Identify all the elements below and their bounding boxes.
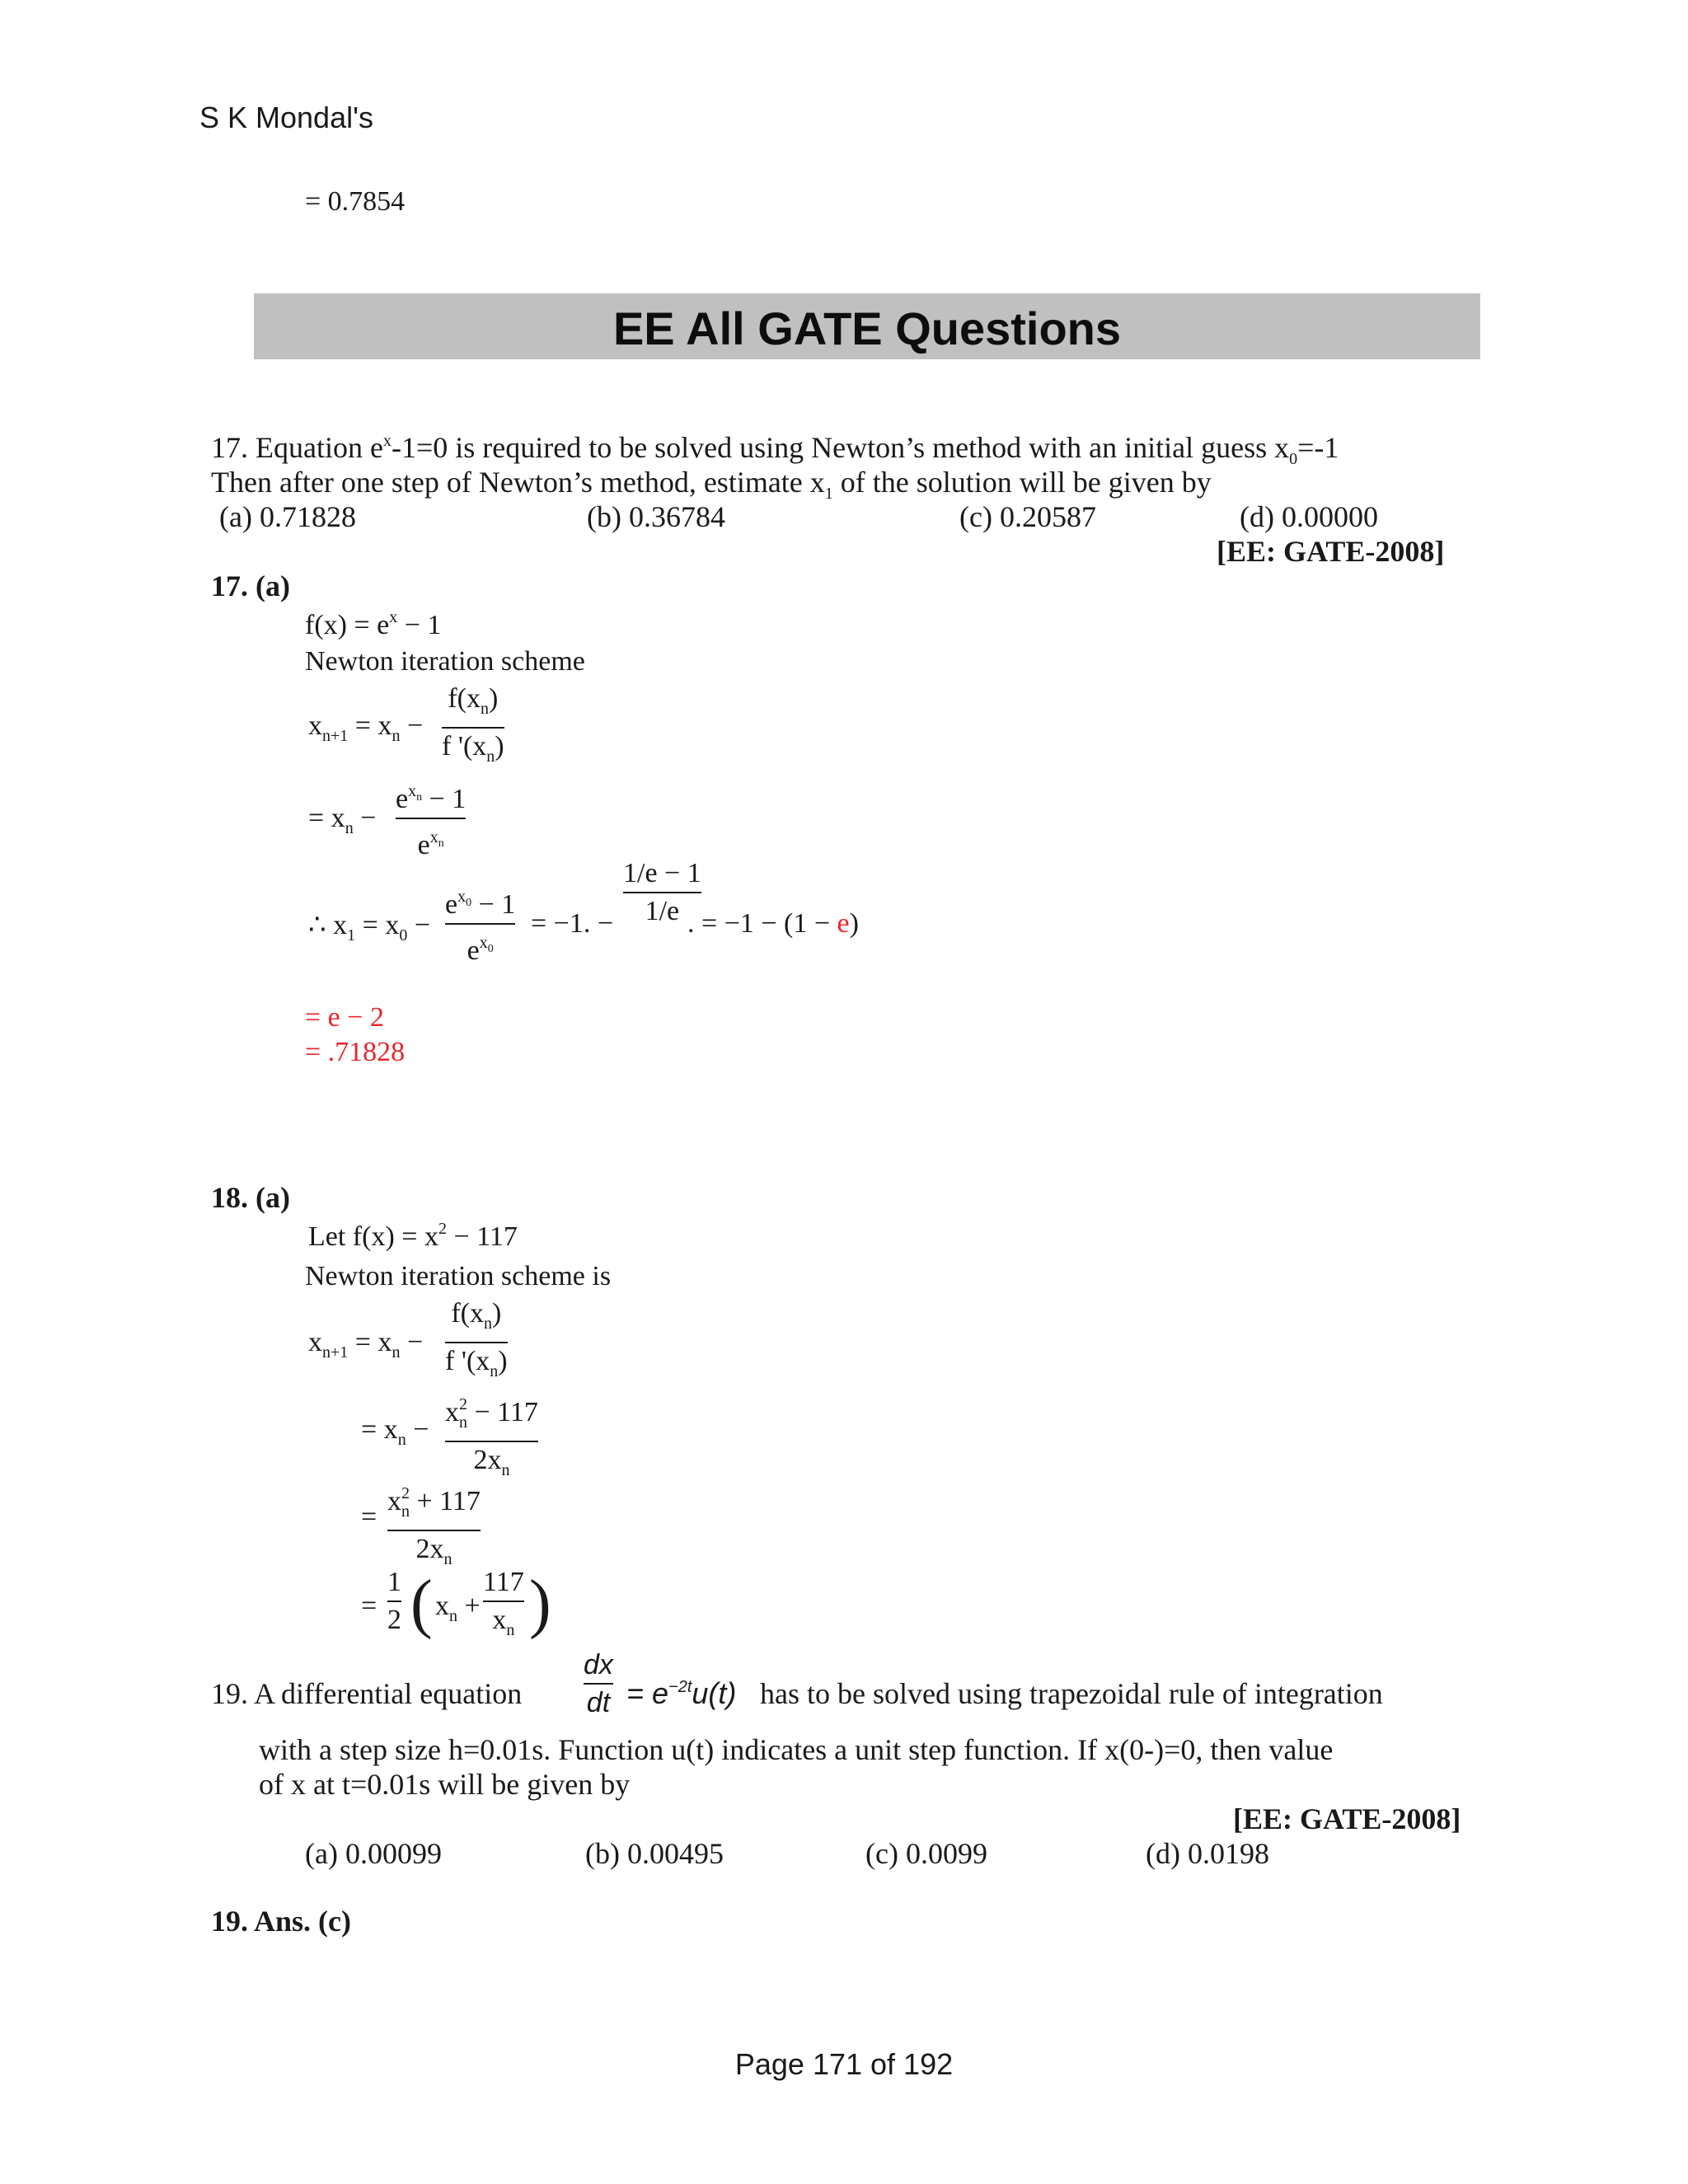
page-header: S K Mondal's: [199, 101, 373, 134]
question-19-line-2: with a step size h=0.01s. Function u(t) indicates a unit step function. If x(0-)=0, then value: [259, 1733, 1334, 1766]
question-17-line-1: 17. Equation $e^x-1=0$ is required to be solved using Newton’s method with an initial guess $x_0=-1$: [211, 431, 1339, 468]
option-19-c: (c) 0.0099: [865, 1837, 987, 1870]
step-18-2-lhs: = $x_n$ −: [361, 1414, 429, 1449]
equation-rhs: = $e^{-2t}u(t)$: [626, 1676, 737, 1710]
question-19-line-3: of x at t=0.01s will be given by: [259, 1768, 631, 1801]
option-b: (b) 0.36784: [587, 500, 725, 533]
step-2-fraction: $e^{x_n} - 1$ $e^{x_n}$: [396, 782, 467, 860]
step-3-fraction-2: 1/e − 1 1/e: [623, 858, 701, 926]
option-19-d: (d) 0.0198: [1146, 1837, 1269, 1870]
answer-17-heading: 17. (a): [211, 569, 290, 602]
option-d: (d) 0.00000: [1240, 500, 1378, 533]
option-a: (a) 0.71828: [219, 500, 356, 533]
newton-formula-fraction: $f(x_n)$ f '$(x_n)$: [442, 683, 504, 766]
newton-formula-18-lhs: $x_{n+1} = x_n$ −: [308, 1327, 424, 1361]
step-3-fraction-1: $e^{x_0} - 1$ $e^{x_0}$: [445, 888, 516, 966]
question-19-lead: 19. A differential equation: [211, 1677, 523, 1710]
scheme-label-18: Newton iteration scheme is: [305, 1261, 612, 1291]
option-19-b: (b) 0.00495: [585, 1837, 724, 1870]
page-number: Page 171 of 192: [734, 2047, 954, 2081]
step-18-4-fraction: 117 $x_n$: [483, 1567, 524, 1639]
scheme-label: Newton iteration scheme: [305, 646, 585, 677]
previous-result: = 0.7854: [305, 186, 406, 217]
result-line-2: = .71828: [305, 1037, 406, 1067]
step-18-3-fraction: $x^2_n + 117$ $2x_n$: [387, 1484, 481, 1568]
section-banner: [254, 293, 1480, 359]
dxdt-fraction: dx dt: [584, 1649, 613, 1718]
answer-18-heading: 18. (a): [211, 1181, 290, 1214]
step-3-lhs: ∴ $x_1 = x_0$ −: [308, 910, 431, 944]
step-18-4-xn: $x_n$ +: [435, 1591, 481, 1625]
newton-formula-lhs: $x_{n+1} = x_n$ −: [308, 710, 424, 745]
step-18-4-half: 1 2: [387, 1567, 401, 1635]
newton-formula-18-fraction: $f(x_n)$ f '$(x_n)$: [445, 1298, 508, 1380]
step-18-3-lhs: =: [361, 1502, 377, 1532]
function-definition: $f(x) = e^x - 1$: [305, 608, 442, 640]
answer-19: 19. Ans. (c): [211, 1905, 351, 1938]
step-3-middle: = −1. −: [531, 908, 614, 939]
exam-tag: [EE: GATE-2008]: [1217, 535, 1445, 568]
section-title: EE All GATE Questions: [612, 302, 1122, 354]
step-18-2-fraction: $x^2_n - 117$ $2x_n$: [445, 1395, 538, 1479]
function-definition-18: Let $f(x) = x^2 - 117$: [308, 1220, 518, 1252]
step-3-tail: . = −1 − (1 − e): [687, 908, 859, 939]
paren-open: (: [410, 1568, 433, 1640]
paren-close: ): [529, 1568, 551, 1640]
step-18-4-lhs: =: [361, 1591, 377, 1621]
option-c: (c) 0.20587: [959, 500, 1096, 533]
result-line-1: = e − 2: [305, 1002, 384, 1033]
exam-tag-19: [EE: GATE-2008]: [1233, 1802, 1461, 1835]
question-17-line-2: Then after one step of Newton’s method, estimate $x_1$ of the solution will be given by: [211, 466, 1212, 503]
option-19-a: (a) 0.00099: [305, 1837, 442, 1870]
step-2-lhs: = $x_n$ −: [308, 803, 377, 837]
question-19-tail: has to be solved using trapezoidal rule of integration: [760, 1677, 1383, 1710]
